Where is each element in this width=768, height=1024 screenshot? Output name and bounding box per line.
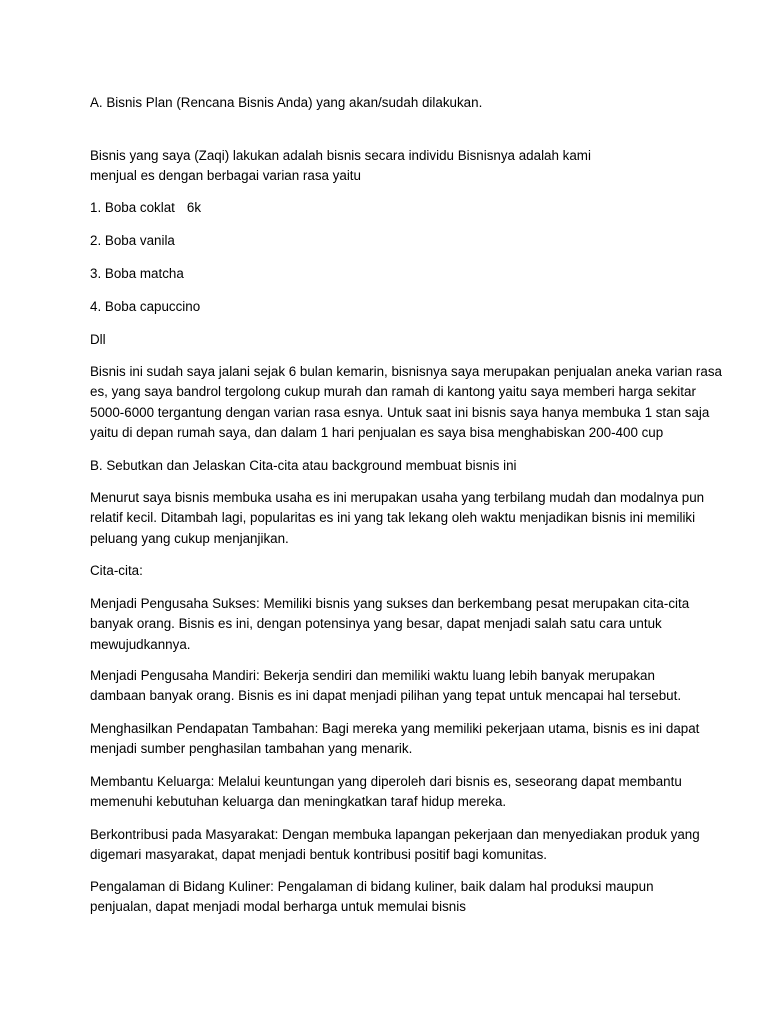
paragraph-line: menjadi sumber penghasilan tambahan yang menarik. [90, 741, 413, 757]
goal-3 [90, 719, 700, 760]
paragraph-line: digemari masyarakat, dapat menjadi bentuk kontribusi positif bagi komunitas. [90, 847, 548, 863]
section-b-heading: B. Sebutkan dan Jelaskan Cita-cita atau background membuat bisnis ini [90, 458, 517, 473]
paragraph-line: Pengalaman di Bidang Kuliner: Pengalaman di bidang kuliner, baik dalam hal produksi maupun [90, 879, 654, 894]
goals-label: Cita-cita: [90, 563, 143, 578]
paragraph-line: yaitu di depan rumah saya, dan dalam 1 hari penjualan es saya bisa menghabiskan 200-400 cup [90, 424, 664, 440]
paragraph-line: mewujudkannya. [90, 636, 191, 652]
paragraph-line: Menjadi Pengusaha Mandiri: Bekerja sendiri dan memiliki waktu luang lebih banyak merupakan [90, 668, 655, 683]
paragraph-line: Membantu Keluarga: Melalui keuntungan yang diperoleh dari bisnis es, seseorang dapat membantu [90, 774, 682, 789]
paragraph-line: es, yang saya bandrol tergolong cukup murah dan ramah di kantong yaitu saya memberi harga sekitar [90, 384, 696, 400]
paragraph-line: dambaan banyak orang. Bisnis es ini dapat menjadi pilihan yang tepat untuk mencapai hal tersebut. [90, 688, 682, 704]
goal-4 [90, 772, 690, 813]
paragraph-line: Menjadi Pengusaha Sukses: Memiliki bisnis yang sukses dan berkembang pesat merupakan cita-cita [90, 596, 690, 611]
paragraph-line: Bisnis yang saya (Zaqi) lakukan adalah bisnis secara individu Bisnisnya adalah kami [90, 148, 591, 163]
menu-item-2: 2. Boba vanila [90, 233, 175, 248]
section-b-intro [90, 488, 705, 549]
paragraph-line: memenuhi kebutuhan keluarga dan meningkatkan taraf hidup mereka. [90, 794, 507, 810]
menu-item-label: 1. Boba coklat [90, 200, 175, 215]
goal-5 [90, 825, 700, 866]
paragraph-line: banyak orang. Bisnis es ini, dengan potensinya yang besar, dapat menjadi salah satu cara untuk [90, 616, 662, 632]
goal-2 [90, 666, 690, 707]
paragraph-line: Bisnis ini sudah saya jalani sejak 6 bulan kemarin, bisnisnya saya merupakan penjualan aneka varian rasa [90, 364, 722, 379]
menu-item-3: 3. Boba matcha [90, 266, 184, 281]
menu-item-4: 4. Boba capuccino [90, 299, 201, 314]
paragraph-line: Berkontribusi pada Masyarakat: Dengan membuka lapangan pekerjaan dan menyediakan produk yang [90, 827, 700, 842]
paragraph-line: Menghasilkan Pendapatan Tambahan: Bagi mereka yang memiliki pekerjaan utama, bisnis es ini dapat [90, 721, 700, 736]
menu-item-1 [90, 198, 201, 218]
section-a-description [90, 362, 722, 443]
paragraph-line: penjualan, dapat menjadi modal berharga untuk memulai bisnis [90, 899, 466, 915]
goal-1 [90, 594, 690, 655]
paragraph-line: Menurut saya bisnis membuka usaha es ini merupakan usaha yang terbilang mudah dan modalnya pun [90, 490, 705, 505]
goal-6 [90, 877, 690, 918]
paragraph-line: peluang yang cukup menjanjikan. [90, 530, 289, 546]
paragraph-line: 5000-6000 tergantung dengan varian rasa esnya. Untuk saat ini bisnis saya hanya membuka 1 stan saja [90, 404, 710, 420]
paragraph-line: relatif kecil. Ditambah lagi, popularitas es ini yang tak lekang oleh waktu menjadikan bisnis ini memiliki [90, 510, 696, 526]
paragraph-line: menjual es dengan berbagai varian rasa yaitu [90, 168, 361, 184]
section-a-intro [90, 146, 690, 187]
section-a-heading: A. Bisnis Plan (Rencana Bisnis Anda) yang akan/sudah dilakukan. [90, 95, 483, 110]
etc-text: Dll [90, 332, 106, 347]
menu-item-price: 6k [186, 200, 202, 215]
